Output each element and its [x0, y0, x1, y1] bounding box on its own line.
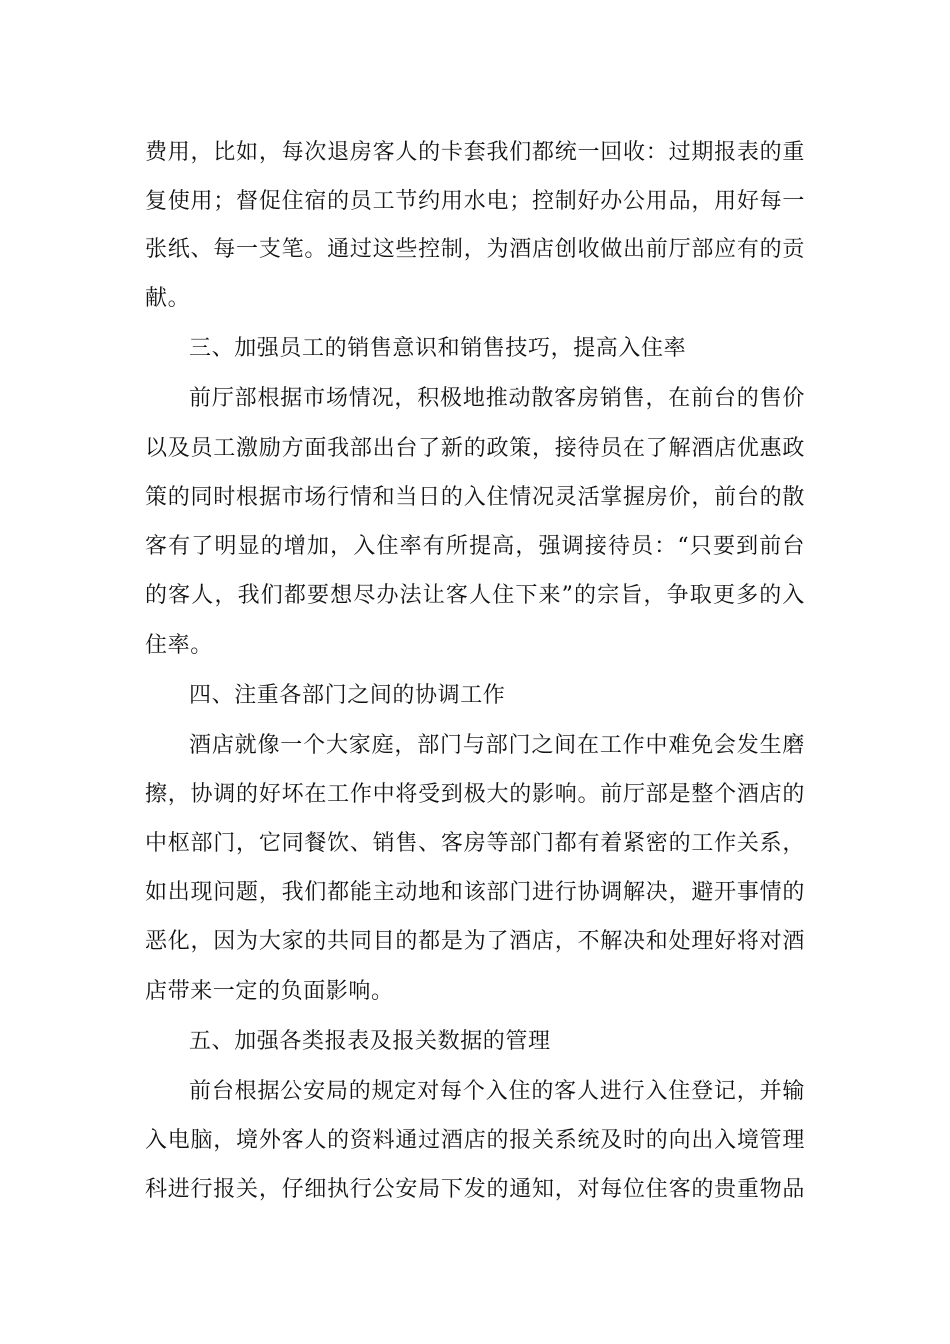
body-text-line: 费用，比如，每次退房客人的卡套我们都统一回收：过期报表的重 [145, 140, 805, 165]
body-text-line: 客有了明显的增加，入住率有所提高，强调接待员：“只要到前台 [145, 534, 805, 559]
body-text-line: 科进行报关，仔细执行公安局下发的通知，对每位住客的贵重物品 [145, 1177, 805, 1202]
body-text-line: 策的同时根据市场行情和当日的入住情况灵活掌握房价，前台的散 [145, 485, 805, 510]
body-text-line: 擦，协调的好坏在工作中将受到极大的影响。前厅部是整个酒店的 [145, 782, 805, 807]
body-text-line: 入电脑，境外客人的资料通过酒店的报关系统及时的向出入境管理 [145, 1128, 805, 1153]
body-text-line: 张纸、每一支笔。通过这些控制，为酒店创收做出前厅部应有的贡 [145, 237, 805, 262]
section-heading: 五、加强各类报表及报关数据的管理 [189, 1029, 551, 1054]
body-text-line: 如出现问题，我们都能主动地和该部门进行协调解决，避开事情的 [145, 880, 805, 905]
body-text-line: 前台根据公安局的规定对每个入住的客人进行入住登记，并输 [189, 1079, 805, 1104]
body-text-line: 酒店就像一个大家庭，部门与部门之间在工作中难免会发生磨 [189, 733, 805, 758]
body-text-line: 前厅部根据市场情况，积极地推动散客房销售，在前台的售价 [189, 386, 805, 411]
section-heading: 三、加强员工的销售意识和销售技巧，提高入住率 [189, 336, 687, 361]
section-heading: 四、注重各部门之间的协调工作 [189, 683, 506, 708]
body-text-line: 献。 [145, 286, 191, 311]
body-text-line: 店带来一定的负面影响。 [145, 979, 394, 1004]
body-text-line: 住率。 [145, 633, 213, 658]
body-text-line: 恶化，因为大家的共同目的都是为了酒店，不解决和处理好将对酒 [145, 929, 805, 954]
body-text-line: 复使用；督促住宿的员工节约用水电；控制好办公用品，用好每一 [145, 189, 805, 214]
body-text-line: 以及员工激励方面我部出台了新的政策，接待员在了解酒店优惠政 [145, 436, 805, 461]
body-text-line: 中枢部门，它同餐饮、销售、客房等部门都有着紧密的工作关系， [145, 831, 805, 856]
body-text-line: 的客人，我们都要想尽办法让客人住下来”的宗旨，争取更多的入 [145, 583, 805, 608]
